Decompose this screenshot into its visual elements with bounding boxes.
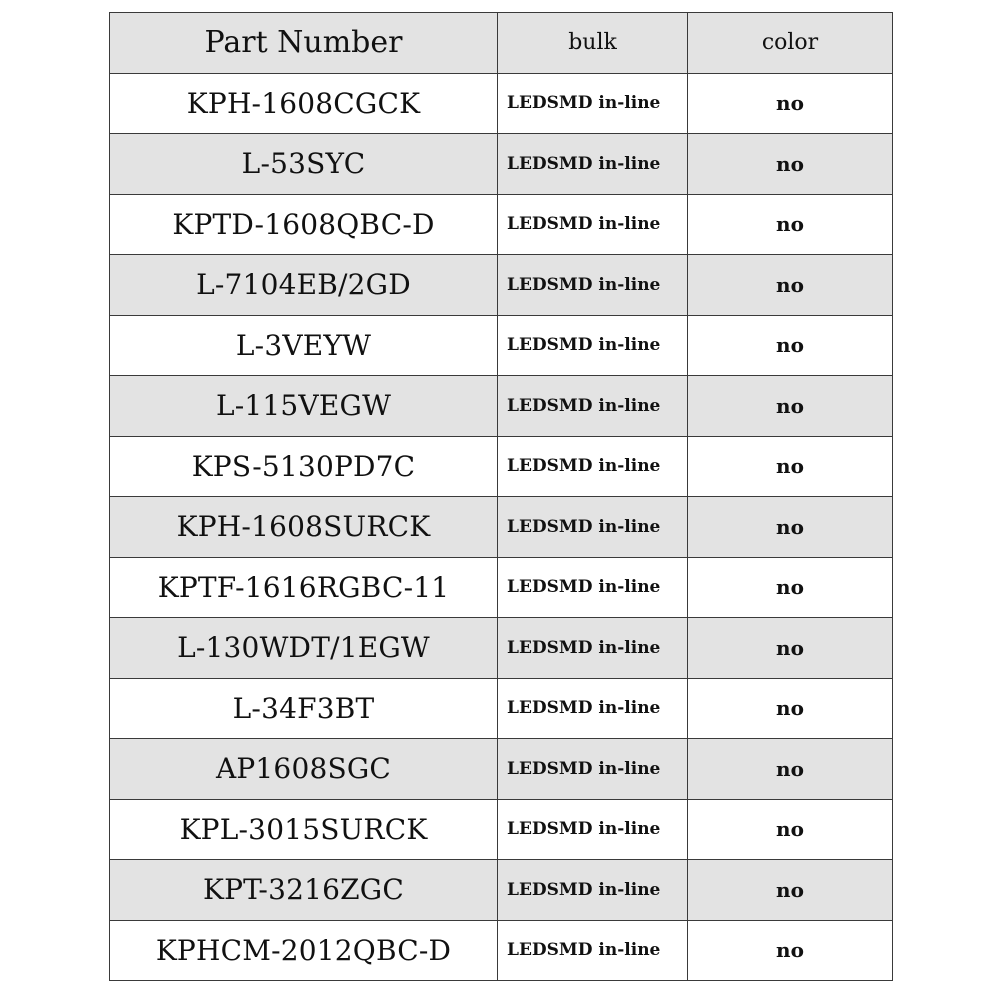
bulk-cell: LEDSMD in-line — [498, 194, 688, 255]
part-number-cell: KPTF-1616RGBC-11 — [110, 557, 498, 618]
part-number-cell: KPH-1608SURCK — [110, 497, 498, 558]
color-cell: no — [688, 618, 893, 679]
table-row — [110, 799, 893, 860]
bulk-cell: LEDSMD in-line — [498, 860, 688, 921]
part-number-cell: L-130WDT/1EGW — [110, 618, 498, 679]
color-cell: no — [688, 134, 893, 195]
color-cell: no — [688, 436, 893, 497]
table-row — [110, 376, 893, 437]
table-row — [110, 860, 893, 921]
part-number-cell: KPL-3015SURCK — [110, 799, 498, 860]
part-number-cell: KPHCM-2012QBC-D — [110, 920, 498, 981]
header-color: color — [688, 13, 893, 74]
color-cell: no — [688, 194, 893, 255]
parts-table — [109, 12, 893, 981]
header-part-number: Part Number — [110, 13, 498, 74]
bulk-cell: LEDSMD in-line — [498, 557, 688, 618]
bulk-cell: LEDSMD in-line — [498, 678, 688, 739]
part-number-cell: L-3VEYW — [110, 315, 498, 376]
color-cell: no — [688, 557, 893, 618]
table-row — [110, 315, 893, 376]
table-row — [110, 920, 893, 981]
color-cell: no — [688, 73, 893, 134]
bulk-cell: LEDSMD in-line — [498, 376, 688, 437]
table-row — [110, 194, 893, 255]
part-number-cell: KPS-5130PD7C — [110, 436, 498, 497]
color-cell: no — [688, 376, 893, 437]
part-number-cell: AP1608SGC — [110, 739, 498, 800]
color-cell: no — [688, 860, 893, 921]
bulk-cell: LEDSMD in-line — [498, 618, 688, 679]
parts-table-container — [109, 12, 892, 988]
part-number-cell: L-115VEGW — [110, 376, 498, 437]
table-row — [110, 134, 893, 195]
color-cell: no — [688, 315, 893, 376]
part-number-cell: L-53SYC — [110, 134, 498, 195]
part-number-cell: KPH-1608CGCK — [110, 73, 498, 134]
bulk-cell: LEDSMD in-line — [498, 134, 688, 195]
color-cell: no — [688, 255, 893, 316]
bulk-cell: LEDSMD in-line — [498, 73, 688, 134]
part-number-cell: KPT-3216ZGC — [110, 860, 498, 921]
part-number-cell: KPTD-1608QBC-D — [110, 194, 498, 255]
bulk-cell: LEDSMD in-line — [498, 315, 688, 376]
part-number-cell: L-34F3BT — [110, 678, 498, 739]
table-row — [110, 739, 893, 800]
bulk-cell: LEDSMD in-line — [498, 255, 688, 316]
table-row — [110, 436, 893, 497]
bulk-cell: LEDSMD in-line — [498, 436, 688, 497]
bulk-cell: LEDSMD in-line — [498, 497, 688, 558]
color-cell: no — [688, 678, 893, 739]
color-cell: no — [688, 497, 893, 558]
bulk-cell: LEDSMD in-line — [498, 739, 688, 800]
table-row — [110, 73, 893, 134]
header-row — [110, 13, 893, 74]
color-cell: no — [688, 799, 893, 860]
color-cell: no — [688, 739, 893, 800]
header-bulk: bulk — [498, 13, 688, 74]
table-row — [110, 618, 893, 679]
bulk-cell: LEDSMD in-line — [498, 799, 688, 860]
table-row — [110, 497, 893, 558]
part-number-cell: L-7104EB/2GD — [110, 255, 498, 316]
table-row — [110, 255, 893, 316]
table-row — [110, 557, 893, 618]
color-cell: no — [688, 920, 893, 981]
bulk-cell: LEDSMD in-line — [498, 920, 688, 981]
table-row — [110, 678, 893, 739]
